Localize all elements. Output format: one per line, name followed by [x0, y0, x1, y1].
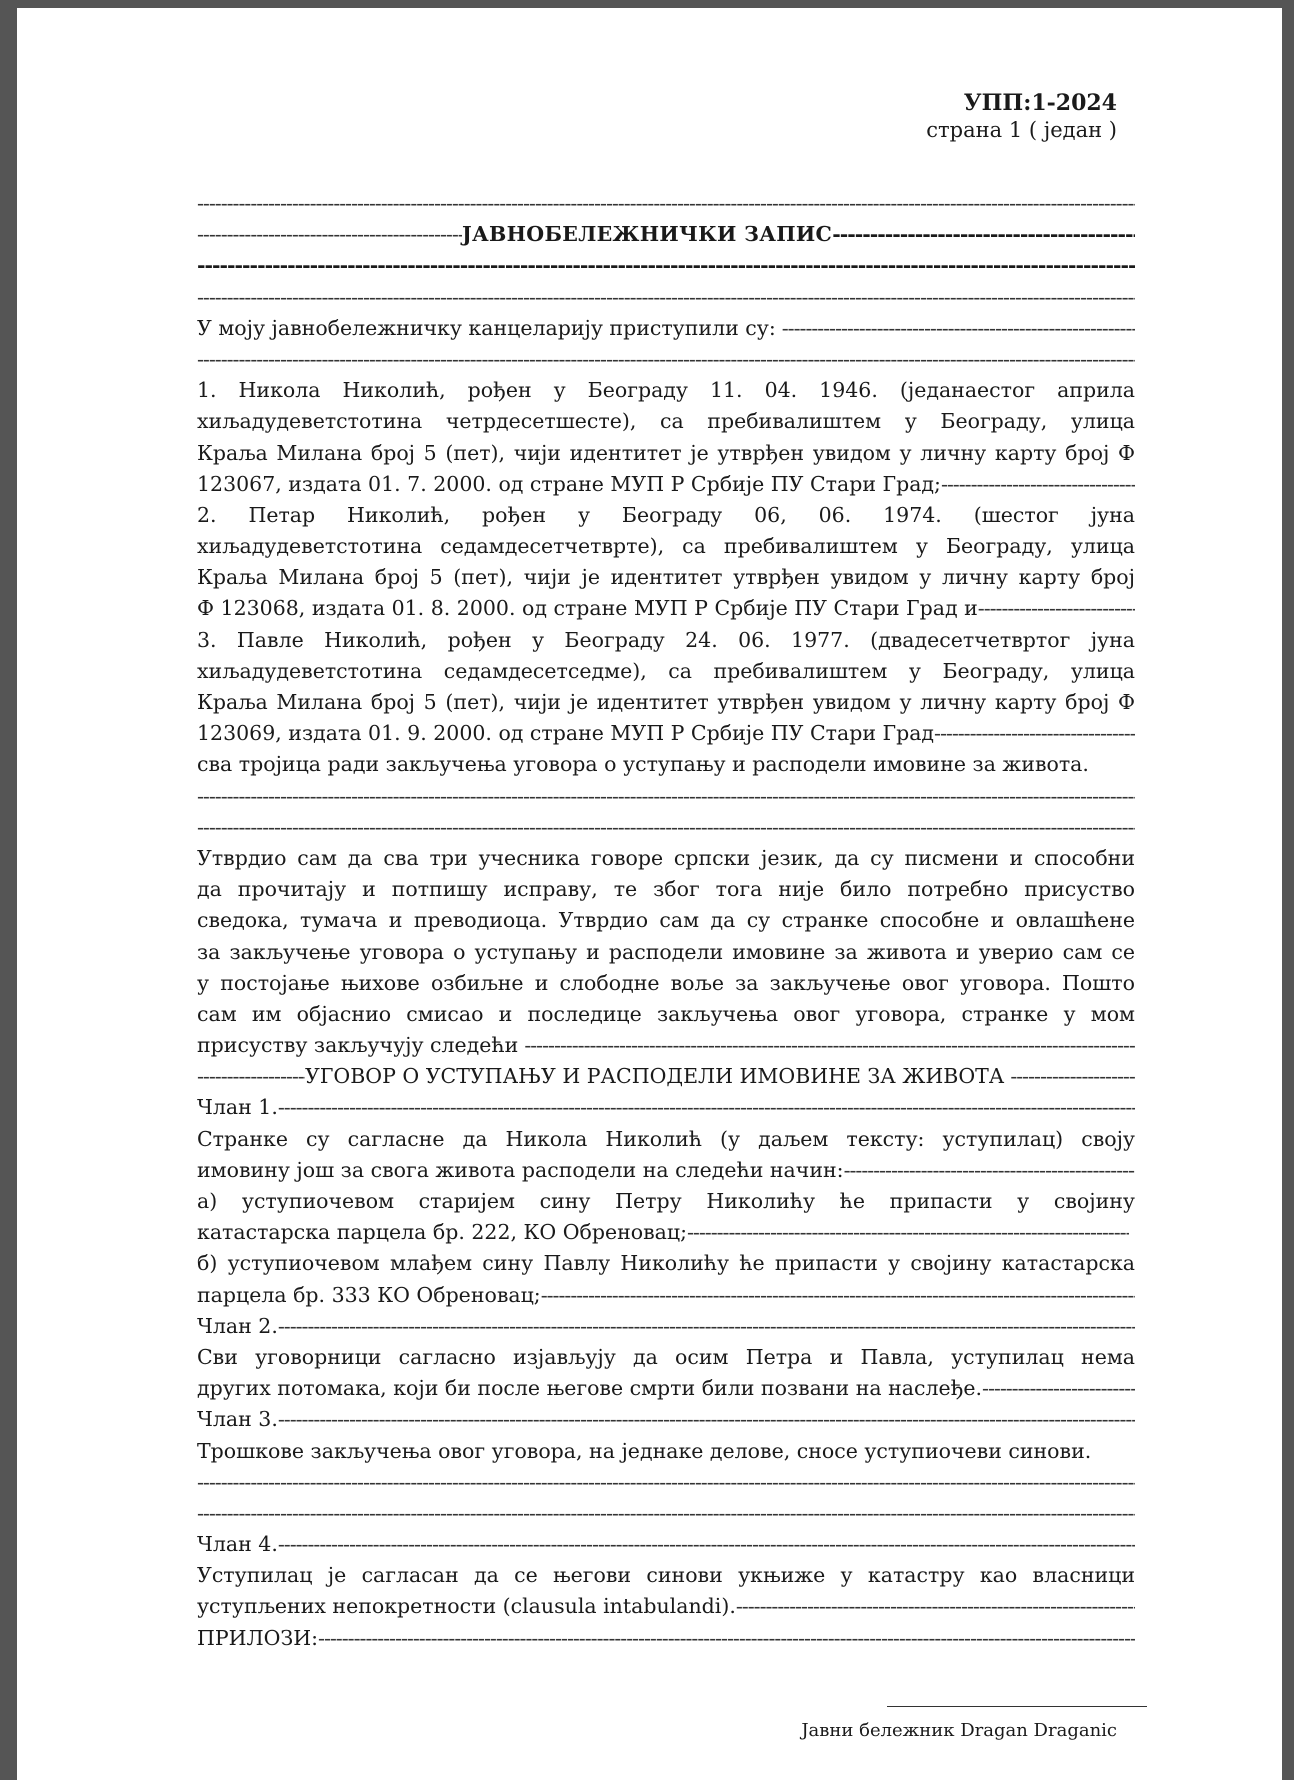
dash-line [197, 344, 1135, 375]
dash-line [197, 188, 1135, 219]
title-line [197, 219, 1135, 250]
attachments-label: ПРИЛОЗИ: [197, 1625, 319, 1650]
signature-name: Јавни бележник Dragan Draganic [801, 1720, 1117, 1741]
article-1-item-a: катастарска парцела бр. 222, КО Обреновац; ----- [197, 1217, 1135, 1248]
party-1-last-line: 123067, издата 01. 7. 2000. од стране МУП Р Србије ПУ Стари Град; ----- [197, 469, 1135, 500]
party-3-text: Краља Милана број 5 (пет), чији је идентитет утврђен увидом у личну карту број Ф [197, 690, 1135, 714]
intro-text: У моју јавнобележничку канцеларију приступили су: [197, 315, 776, 340]
dash-line [197, 781, 1135, 812]
intro-line [197, 313, 1135, 344]
party-2-text: Краља Милана број 5 (пет), чији је идентитет утврђен увидом у личну карту број [197, 565, 1135, 590]
contract-title-line [197, 1061, 1135, 1092]
party-3-text: хиљадудеветстотина седамдесетседме), са пребивалиштем у Београду, улица [197, 658, 1135, 683]
party-1-text: хиљадудеветстотина четрдесетшесте), са пребивалиштем у Београду, улица [197, 409, 1135, 434]
finding-text: у постојање њихове озбиљне и слободне воље за закључење овог уговора. Пошто [197, 970, 1135, 995]
article-3-heading: Члан 3. ----- [197, 1404, 1135, 1435]
finding-text: сведока, тумача и преводиоца. Утврдио сам да су странке способне и овлашћене [197, 908, 1135, 933]
article-1-heading: Члан 1. ----- [197, 1092, 1135, 1123]
article-1-text: Странке су сагласне да Никола Николић (у даљем тексту: уступилац) своју [197, 1126, 1135, 1151]
finding-text: да прочитају и потпишу исправу, те због тога није било потребно присуство [197, 877, 1135, 902]
article-3-text: Трошкове закључења овог уговора, на једнаке делове, сносе уступиочеви синови. [197, 1438, 1092, 1463]
finding-last-line: присуству закључују следећи ----- [197, 1030, 1135, 1061]
dash-line [197, 1498, 1135, 1529]
article-2-heading: Члан 2. ----- [197, 1311, 1135, 1342]
article-2-text: Сви уговорници сагласно изјављују да осим Петра и Павла, уступилац нема [197, 1344, 1135, 1369]
article-1-item-a: а) уступиочевом старијем сину Петру Николићу ће припасти у својину [197, 1189, 1135, 1213]
page-number-label: страна 1 ( један ) [926, 118, 1117, 142]
party-1-text: Краља Милана број 5 (пет), чији идентитет је утврђен увидом у личну карту број Ф [197, 440, 1135, 465]
finding-text: Утврдио сам да сва три учесника говоре српски језик, да су писмени и способни [197, 845, 1135, 870]
purpose-line [197, 749, 1135, 780]
article-4-text: уступљених непокретности (clausula intabulandi). ----- [197, 1591, 1135, 1622]
party-1-text: 1. Никола Николић, рођен у Београду 11. 04. 1946. (једанаестог априла [197, 378, 1135, 403]
purpose-text: сва тројица ради закључења уговора о уступању и расподели имовине за живота. [197, 752, 1089, 777]
document-page [17, 8, 1282, 1780]
document-title: ЈАВНОБЕЛЕЖНИЧКИ ЗАПИС [462, 222, 833, 247]
article-1-item-b: парцела бр. 333 КО Обреновац; ----- [197, 1280, 1135, 1311]
article-4-heading: Члан 4. ----- [197, 1529, 1135, 1560]
article-1-text: имовину још за свога живота расподели на следећи начин: ----- [197, 1155, 1135, 1186]
dash-line [197, 282, 1135, 313]
party-2-text: хиљадудеветстотина седамдесетчетврте), са пребивалиштем у Београду, улица [197, 534, 1135, 559]
dash-line [197, 1467, 1135, 1498]
article-2-text: других потомака, који би после његове смрти били позвани на наслеђе. ----- [197, 1373, 1135, 1404]
attachments-line [197, 1623, 1135, 1654]
signature-line [887, 1706, 1147, 1707]
party-2-last-line: Ф 123068, издата 01. 8. 2000. од стране МУП Р Србије ПУ Стари Град и ----- [197, 593, 1135, 624]
article-4-text: Уступилац је сагласан да се његови синови укњиже у катастру као власници [197, 1563, 1135, 1588]
party-3-last-line: 123069, издата 01. 9. 2000. од стране МУП Р Србије ПУ Стари Град ----- [197, 718, 1135, 749]
contract-title: УГОВОР О УСТУПАЊУ И РАСПОДЕЛИ ИМОВИНЕ ЗА ЖИВОТА [305, 1064, 1005, 1089]
finding-text: за закључење уговора о уступању и расподели имовине за живота и уверио сам се [197, 939, 1135, 964]
document-number: УПП:1-2024 [963, 90, 1117, 116]
dash-line [197, 250, 1135, 281]
finding-text: сам им објаснио смисао и последице закључења овог уговора, странке у мом [197, 1001, 1135, 1026]
party-3-text: 3. Павле Николић, рођен у Београду 24. 06. 1977. (двадесетчетвртог јуна [197, 627, 1135, 652]
party-2-text: 2. Петар Николић, рођен у Београду 06, 06. 1974. (шестог јуна [197, 502, 1135, 527]
document-body [197, 188, 1135, 1654]
dash-line [197, 812, 1135, 843]
article-1-item-b: б) уступиочевом млађем сину Павлу Николићу ће припасти у својину катастарска [197, 1251, 1135, 1276]
